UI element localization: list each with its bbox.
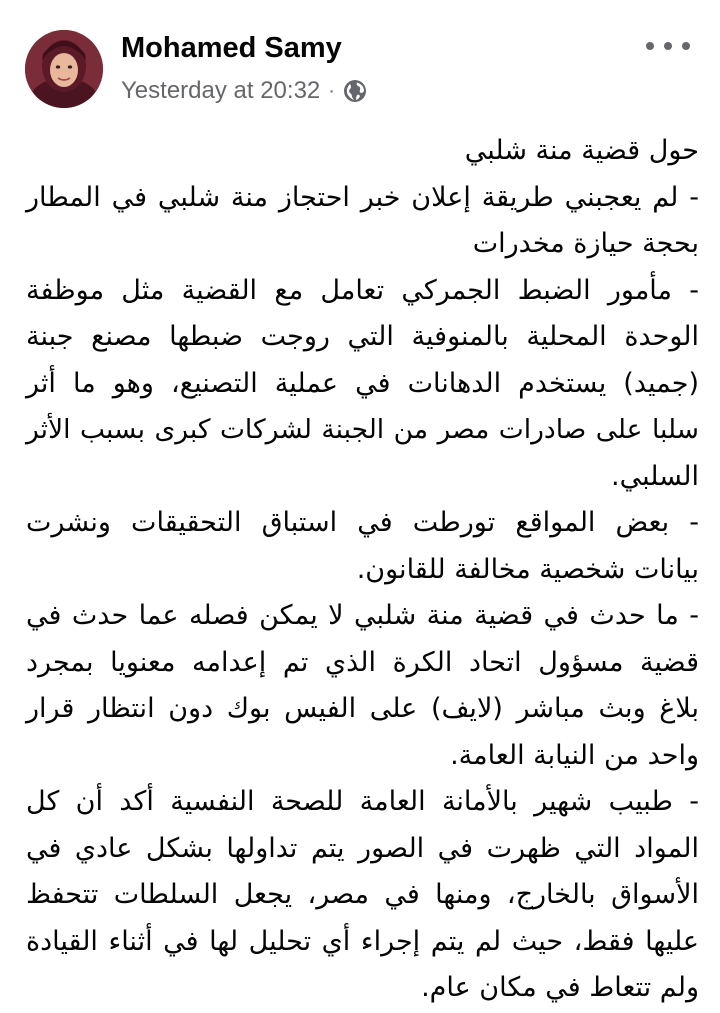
meta-separator: ·	[328, 79, 335, 102]
post-meta	[121, 74, 367, 108]
author-name[interactable]: Mohamed Samy	[121, 32, 342, 64]
globe-icon[interactable]	[343, 79, 367, 103]
more-dot-icon	[646, 42, 654, 50]
post-text-line: - مأمور الضبط الجمركي تعامل مع القضية مثل موظفة	[26, 274, 699, 306]
more-options-button[interactable]	[646, 30, 690, 62]
post-text-line: حول قضية منة شلبي	[464, 135, 699, 166]
post-text-line: ولم تتعاط في مكان عام.	[421, 972, 699, 1003]
post-text-line: واحد من النيابة العامة.	[450, 739, 699, 771]
post-text-line: - طبيب شهير بالأمانة العامة للصحة النفسية أكد أن كل	[26, 786, 699, 817]
avatar-photo-icon	[25, 30, 103, 108]
post-header	[0, 0, 720, 120]
post-text-line: سلبا على صادرات مصر من الجبنة لشركات كبرى بسبب الأثر	[26, 414, 699, 445]
more-dot-icon	[682, 42, 690, 50]
post-text-line: الأسواق بالخارج، ومنها في مصر، يجعل السلطات تتحفظ	[26, 879, 699, 910]
post-body	[26, 128, 699, 1012]
post-text-line: قضية مسؤول اتحاد الكرة الذي تم إعدامه معنويا بمجرد	[26, 646, 699, 678]
post-text-line: بحجة حيازة مخدرات	[472, 228, 699, 259]
post-text-line: بلاغ وبث مباشر (لايف) على الفيس بوك دون انتظار قرار	[26, 693, 699, 724]
more-dot-icon	[664, 42, 672, 50]
author-avatar[interactable]	[25, 30, 103, 108]
post-text-line: بيانات شخصية مخالفة للقانون.	[356, 553, 699, 585]
post-text-line: المواد التي ظهرت في الصور يتم تداولها بشكل عادي في	[26, 832, 699, 864]
post-text-line: (جميد) يستخدم الدهانات في عملية التصنيع، وهو ما أثر	[26, 367, 699, 399]
post-text-line: - ما حدث في قضية منة شلبي لا يمكن فصله عما حدث في	[26, 600, 699, 631]
post-text-line: - لم يعجبني طريقة إعلان خبر احتجاز منة شلبي في المطار	[26, 181, 699, 213]
post-text-line: - بعض المواقع تورطت في استباق التحقيقات ونشرت	[26, 507, 699, 538]
post-text-line: عليها فقط، حيث لم يتم إجراء أي تحليل لها في أثناء القيادة	[26, 925, 699, 957]
post-text-line: الوحدة المحلية بالمنوفية التي روجت ضبطها مصنع جبنة	[26, 321, 699, 352]
post-timestamp[interactable]: Yesterday at 20:32	[121, 77, 321, 104]
post-text-line: السلبي.	[611, 460, 699, 492]
